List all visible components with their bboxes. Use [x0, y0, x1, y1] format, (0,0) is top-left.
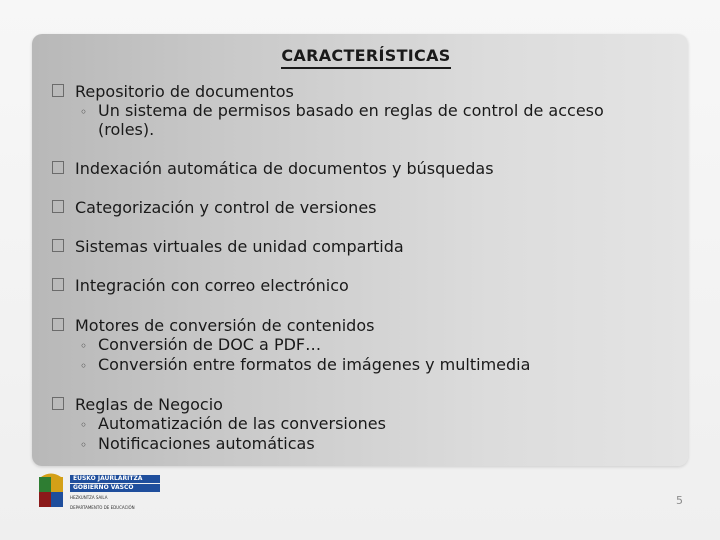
sub-bullet-text: (roles). [98, 120, 155, 139]
logo-line-4: DEPARTAMENTO DE EDUCACIÓN [70, 505, 135, 510]
coat-of-arms-icon [34, 471, 68, 513]
bullet-text: Indexación automática de documentos y búsquedas [75, 159, 494, 178]
sub-bullet-item [80, 335, 321, 356]
circle-bullet-icon: ◦ [80, 339, 88, 353]
logo-line-3: HEZKUNTZA SAILA [70, 495, 108, 500]
sub-bullet-item [80, 414, 386, 435]
circle-bullet-icon: ◦ [80, 418, 88, 432]
square-bullet-icon [52, 84, 64, 97]
sub-bullet-text: Notificaciones automáticas [98, 434, 315, 453]
bullet-text: Categorización y control de versiones [75, 198, 377, 217]
circle-bullet-icon: ◦ [80, 105, 88, 119]
sub-bullet-text: Automatización de las conversiones [98, 414, 386, 433]
circle-bullet-icon: ◦ [80, 359, 88, 373]
sub-bullet-continuation [98, 120, 154, 139]
bullet-text: Integración con correo electrónico [75, 276, 349, 295]
slide-title: CARACTERÍSTICAS [0, 46, 720, 65]
gobierno-vasco-logo [32, 470, 164, 514]
logo-line-2: GOBIERNO VASCO [73, 484, 134, 491]
sub-bullet-item [80, 101, 604, 122]
page-number: 5 [676, 494, 683, 507]
square-bullet-icon [52, 161, 64, 174]
sub-bullet-text: Un sistema de permisos basado en reglas de control de acceso [98, 101, 604, 120]
circle-bullet-icon: ◦ [80, 438, 88, 452]
bullet-text: Sistemas virtuales de unidad compartida [75, 237, 404, 256]
bullet-text: Repositorio de documentos [75, 82, 294, 101]
sub-bullet-item [80, 434, 315, 455]
square-bullet-icon [52, 397, 64, 410]
sub-bullet-text: Conversión de DOC a PDF… [98, 335, 322, 354]
bullet-text: Motores de conversión de contenidos [75, 316, 375, 335]
square-bullet-icon [52, 200, 64, 213]
logo-line-1: EUSKO JAURLARITZA [73, 475, 143, 482]
square-bullet-icon [52, 318, 64, 331]
sub-bullet-text: Conversión entre formatos de imágenes y multimedia [98, 355, 531, 374]
sub-bullet-item [80, 355, 530, 376]
square-bullet-icon [52, 278, 64, 291]
square-bullet-icon [52, 239, 64, 252]
bullet-text: Reglas de Negocio [75, 395, 223, 414]
